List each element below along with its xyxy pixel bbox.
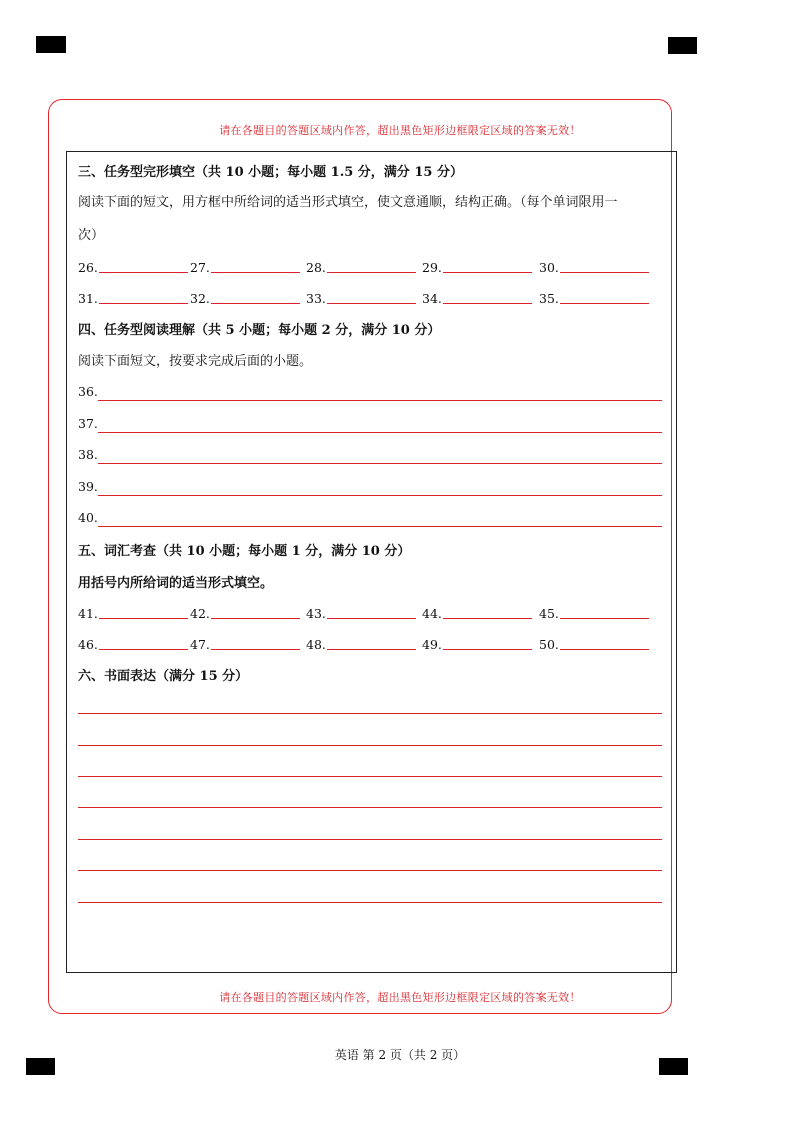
blank-29[interactable] (422, 260, 532, 275)
blank-number: 27. (190, 260, 210, 275)
blank-35[interactable] (539, 291, 649, 306)
answer-line-36[interactable] (78, 384, 662, 402)
blank-number: 33. (306, 291, 326, 306)
section3-instruction: 阅读下面的短文，用方框中所给词的适当形式填空，使文意通顺，结构正确。（每个单词限用一 (78, 195, 618, 210)
writing-line-2[interactable] (78, 745, 662, 746)
blank-48[interactable] (306, 637, 416, 652)
blank-50[interactable] (539, 637, 649, 652)
blank-number: 45. (539, 606, 559, 621)
registration-mark-top-left (36, 36, 66, 53)
blank-31[interactable] (78, 291, 188, 306)
answer-line-40[interactable] (78, 510, 662, 528)
notice-bottom: 请在各题目的答题区域内作答，超出黑色矩形边框限定区域的答案无效！ (219, 991, 581, 1004)
blank-28[interactable] (306, 260, 416, 275)
blank-number: 34. (422, 291, 442, 306)
blank-49[interactable] (422, 637, 532, 652)
blank-43[interactable] (306, 606, 416, 621)
blank-number: 29. (422, 260, 442, 275)
writing-line-5[interactable] (78, 839, 662, 840)
answer-line-37[interactable] (78, 416, 662, 434)
section6-heading: 六、书面表达（满分 15 分） (78, 669, 249, 684)
blank-32[interactable] (190, 291, 300, 306)
section3-instruction-cont: 次） (78, 228, 105, 243)
blank-number: 49. (422, 637, 442, 652)
registration-mark-top-right (668, 37, 697, 54)
blank-number: 31. (78, 291, 98, 306)
blank-number: 26. (78, 260, 98, 275)
blank-number: 46. (78, 637, 98, 652)
blank-34[interactable] (422, 291, 532, 306)
line-number: 40. (78, 510, 98, 525)
blank-number: 41. (78, 606, 98, 621)
blank-number: 32. (190, 291, 210, 306)
answer-line-38[interactable] (78, 447, 662, 465)
section5-heading: 五、词汇考查（共 10 小题；每小题 1 分，满分 10 分） (78, 544, 411, 559)
writing-line-7[interactable] (78, 902, 662, 903)
line-number: 37. (78, 416, 98, 431)
page-footer: 英语 第 2 页（共 2 页） (334, 1048, 466, 1062)
section3-heading: 三、任务型完形填空（共 10 小题；每小题 1.5 分，满分 15 分） (78, 165, 463, 180)
blank-45[interactable] (539, 606, 649, 621)
blank-47[interactable] (190, 637, 300, 652)
blank-27[interactable] (190, 260, 300, 275)
blank-42[interactable] (190, 606, 300, 621)
line-number: 38. (78, 447, 98, 462)
blank-number: 50. (539, 637, 559, 652)
blank-30[interactable] (539, 260, 649, 275)
section4-heading: 四、任务型阅读理解（共 5 小题；每小题 2 分，满分 10 分） (78, 323, 441, 338)
line-number: 39. (78, 479, 98, 494)
blank-number: 43. (306, 606, 326, 621)
blank-number: 47. (190, 637, 210, 652)
blank-number: 28. (306, 260, 326, 275)
blank-33[interactable] (306, 291, 416, 306)
writing-line-4[interactable] (78, 807, 662, 808)
blank-number: 48. (306, 637, 326, 652)
blank-41[interactable] (78, 606, 188, 621)
blank-44[interactable] (422, 606, 532, 621)
writing-line-6[interactable] (78, 870, 662, 871)
blank-46[interactable] (78, 637, 188, 652)
blank-number: 42. (190, 606, 210, 621)
blank-number: 35. (539, 291, 559, 306)
writing-line-1[interactable] (78, 713, 662, 714)
blank-number: 30. (539, 260, 559, 275)
blank-number: 44. (422, 606, 442, 621)
blank-26[interactable] (78, 260, 188, 275)
answer-line-39[interactable] (78, 479, 662, 497)
line-number: 36. (78, 384, 98, 399)
section5-instruction: 用括号内所给词的适当形式填空。 (78, 576, 274, 591)
notice-top: 请在各题目的答题区域内作答，超出黑色矩形边框限定区域的答案无效！ (219, 124, 581, 137)
writing-line-3[interactable] (78, 776, 662, 777)
section4-instruction: 阅读下面短文，按要求完成后面的小题。 (78, 354, 313, 369)
